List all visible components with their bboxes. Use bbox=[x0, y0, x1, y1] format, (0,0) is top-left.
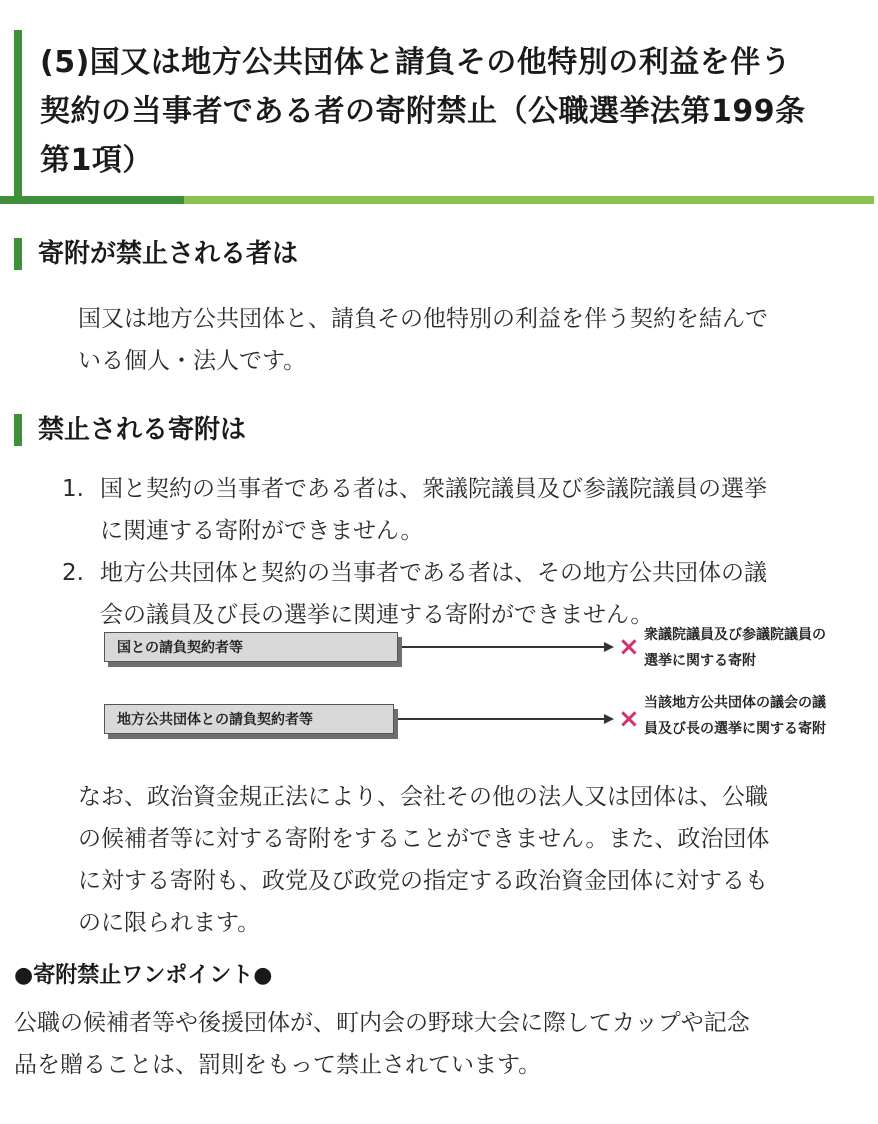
diagram-box-local: 地方公共団体との請負契約者等 bbox=[104, 704, 394, 734]
title-accent-bar bbox=[14, 30, 22, 202]
diagram-result-text bbox=[644, 690, 826, 742]
section-heading-text: 禁止される寄附は bbox=[38, 415, 247, 445]
page-title-line: 契約の当事者である者の寄附禁止（公職選挙法第199条 bbox=[40, 94, 806, 129]
onepoint-paragraph bbox=[14, 1002, 750, 1086]
diagram-arrow-line bbox=[402, 646, 606, 648]
list-item-number: 2. bbox=[62, 560, 84, 586]
title-underline-dark bbox=[0, 196, 184, 204]
contract-diagram bbox=[100, 624, 870, 750]
list-item-text bbox=[100, 468, 767, 552]
paragraph-line: 公職の候補者等や後援団体が、町内会の野球大会に際してカップや記念 bbox=[14, 1010, 750, 1036]
paragraph-line: 国又は地方公共団体と、請負その他特別の利益を伴う契約を結んで bbox=[78, 306, 768, 332]
paragraph-line: に対する寄附も、政党及び政党の指定する政治資金団体に対するも bbox=[78, 868, 768, 894]
section-heading-mark bbox=[14, 414, 22, 446]
section-who-paragraph bbox=[78, 298, 768, 382]
arrow-right-icon bbox=[604, 714, 614, 724]
paragraph-line: いる個人・法人です。 bbox=[78, 348, 307, 374]
paragraph-line: の候補者等に対する寄附をすることができません。また、政治団体 bbox=[78, 826, 770, 852]
list-item-line: に関連する寄附ができません。 bbox=[100, 518, 424, 544]
note-paragraph bbox=[78, 776, 769, 944]
cross-mark-icon: × bbox=[618, 632, 640, 662]
diagram-result-line: 当該地方公共団体の議会の議 bbox=[644, 695, 826, 711]
paragraph-line: のに限られます。 bbox=[78, 910, 261, 936]
list-item-number: 1. bbox=[62, 476, 84, 502]
list-item-line: 会の議員及び長の選挙に関連する寄附ができません。 bbox=[100, 602, 654, 628]
cross-mark-icon: × bbox=[618, 704, 640, 734]
paragraph-line: 品を贈ることは、罰則をもって禁止されています。 bbox=[14, 1052, 542, 1078]
list-item-line: 地方公共団体と契約の当事者である者は、その地方公共団体の議 bbox=[100, 560, 767, 586]
diagram-result-line: 員及び長の選挙に関する寄附 bbox=[644, 721, 826, 737]
diagram-result-line: 衆議院議員及び参議院議員の bbox=[644, 627, 826, 643]
paragraph-line: なお、政治資金規正法により、会社その他の法人又は団体は、公職 bbox=[78, 784, 768, 810]
diagram-box-national: 国との請負契約者等 bbox=[104, 632, 398, 662]
title-underline-light bbox=[184, 196, 874, 204]
onepoint-heading: ●寄附禁止ワンポイント● bbox=[14, 963, 273, 988]
section-heading-mark bbox=[14, 238, 22, 270]
diagram-result-text bbox=[644, 622, 826, 674]
section-heading-text: 寄附が禁止される者は bbox=[38, 239, 299, 269]
list-item-line: 国と契約の当事者である者は、衆議院議員及び参議院議員の選挙 bbox=[100, 476, 767, 502]
page-title-line: (5)国又は地方公共団体と請負その他特別の利益を伴う bbox=[40, 45, 792, 80]
arrow-right-icon bbox=[604, 642, 614, 652]
page-title bbox=[40, 38, 870, 185]
diagram-arrow-line bbox=[398, 718, 606, 720]
page-title-line: 第1項） bbox=[40, 143, 153, 178]
diagram-result-line: 選挙に関する寄附 bbox=[644, 653, 756, 669]
